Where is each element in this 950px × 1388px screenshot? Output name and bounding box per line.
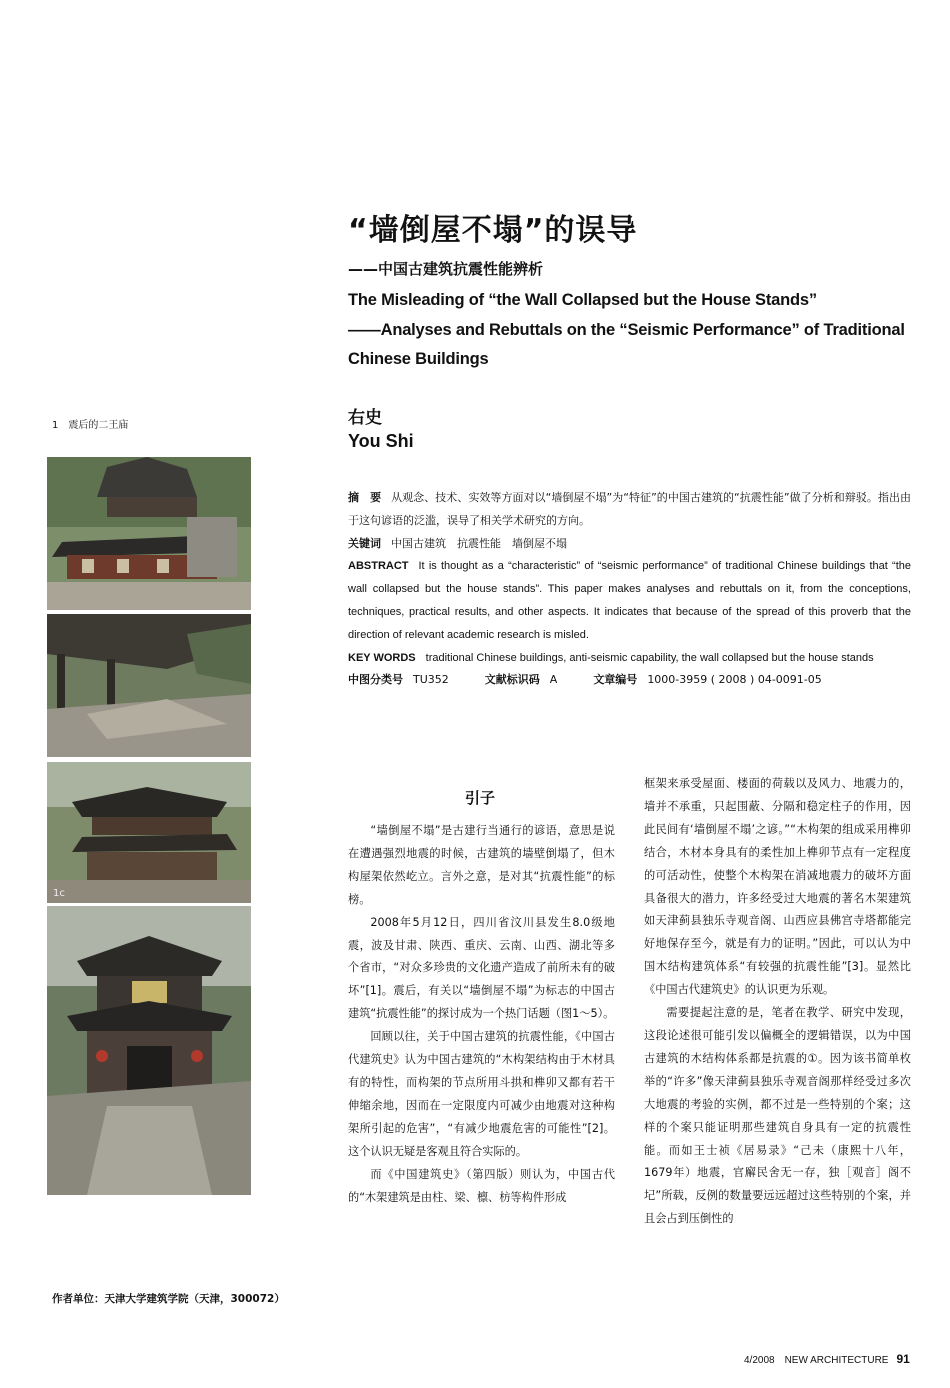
paragraph: 而《中国建筑史》（第四版）则认为，中国古代的“木架建筑是由柱、梁、檩、枋等构件形成 (348, 1167, 615, 1204)
author-name-zh: 右史 (348, 408, 382, 428)
abstract-zh (348, 487, 911, 533)
title-en-line-1: The Misleading of “the Wall Collapsed but the House Stands” (348, 291, 817, 309)
abstract-en (348, 555, 911, 646)
abstract-zh-label: 摘 要 (348, 491, 382, 504)
title-en-line-3: Chinese Buildings (348, 350, 489, 368)
classification-row (348, 669, 911, 692)
keywords-zh-label: 关键词 (348, 536, 381, 550)
doc-code-value: A (549, 673, 558, 687)
photo-temple-gate (47, 906, 251, 1195)
body-column-right (644, 773, 911, 1231)
paragraph: 需要提起注意的是，笔者在教学、研究中发现，这段论述很可能引发以偏概全的逻辑错误，以为中国古建筑的木结构体系都是抗震的①。因为该书简单枚举的“许多”像天津蓟县独乐寺观音阁那样经受过多次大地震的考验的实例，都不过是一些特别的个案；这样的个案只能证明那些建筑自身具有一定的抗震性能。而如王士祯《居易录》“己未（康熙十八年，1679年）地震，官廨民舍无一存，独［观音］阁不圮”所载，反例的数量要远远超过这些特别的个案，并且会占到压倒性的 (644, 1006, 911, 1226)
section-heading: 引子 (465, 789, 496, 807)
clc-value: TU352 (413, 673, 449, 687)
page-number: 91 (896, 1352, 910, 1366)
keywords-zh-text: 中国古建筑 抗震性能 墙倒屋不塌 (391, 536, 567, 550)
author-name-en: You Shi (348, 431, 414, 451)
paragraph: 2008年5月12日，四川省汶川县发生8.0级地震，波及甘肃、陕西、重庆、云南、山西、湖北等多个省市，“对众多珍贵的文化遗产造成了前所未有的破坏”[1]。震后，有关以“墙倒屋不塌”为标志的中国古建筑“抗震性能”的探讨成为一个热门话题（图1～5）。 (348, 915, 615, 1021)
abstract-zh-text: 从观念、技术、实效等方面对以“墙倒屋不塌”为“特征”的中国古建筑的“抗震性能”做了分析和辩驳。指出由于这句谚语的泛滥，误导了相关学术研究的方向。 (348, 491, 911, 527)
photo-label-1c: 1c (53, 888, 65, 899)
title-en-line-2: ——Analyses and Rebuttals on the “Seismic Performance” of Traditional (348, 320, 905, 339)
abstract-en-label: ABSTRACT (348, 560, 409, 573)
article-title-zh: “墙倒屋不塌”的误导 (348, 213, 638, 248)
paragraph: “墙倒屋不塌”是古建行当通行的谚语，意思是说在遭遇强烈地震的时候，古建筑的墙壁倒塌了，但木构屋架依然屹立。言外之意，是对其“抗震性能”的标榜。 (348, 824, 615, 906)
page-footer (744, 1351, 910, 1366)
paragraph: 框架来承受屋面、楼面的荷载以及风力、地震力的，墙并不承重，只起围蔽、分隔和稳定柱子的作用，因此民间有‘墙倒屋不塌’之谚。”“木构架的组成采用榫卯结合，木材本身具有的柔性加上榫卯节点有一定程度的可活动性，使整个木构架在消减地震力的破坏方面具备很大的潜力，许多经受过大地震的著名木架建筑如天津蓟县独乐寺观音阁、山西应县佛宫寺塔都能完好地保存至今，就是有力的证明。”因此，可以认为中国木结构建筑体系“有较强的抗震性能”[3]。显然比《中国古代建筑史》的认识更为乐观。 (644, 777, 911, 997)
article-subtitle-zh: ——中国古建筑抗震性能辨析 (348, 260, 544, 278)
photo-temple-collapse-1 (47, 457, 251, 610)
keywords-zh (348, 533, 911, 556)
clc-label: 中图分类号 (348, 673, 403, 687)
abstract-block (348, 487, 911, 692)
keywords-en-text: traditional Chinese buildings, anti-seismic capability, the wall collapsed but the house stands (425, 651, 874, 664)
body-column-left (348, 820, 615, 1209)
photo-temple-collapse-2 (47, 614, 251, 757)
photo-temple-collapse-3 (47, 762, 251, 903)
paragraph: 回顾以往，关于中国古建筑的抗震性能，《中国古代建筑史》认为中国古建筑的“木构架结构由于木材具有的特性，而构架的节点所用斗拱和榫卯又都有若干伸缩余地，因而在一定限度内可减少由地震对这种构架所引起的危害”，“有减少地震危害的可能性”[2]。这个认识无疑是客观且符合实际的。 (348, 1030, 615, 1158)
article-title-en (348, 286, 918, 375)
doc-code-label: 文献标识码 (484, 673, 540, 687)
author-affiliation: 作者单位：天津大学建筑学院（天津，300072） (52, 1293, 285, 1305)
figure-caption: 1 震后的二王庙 (52, 420, 129, 431)
keywords-en-label: KEY WORDS (348, 651, 416, 664)
footer-issue: 4/2008 NEW ARCHITECTURE (744, 1355, 889, 1366)
keywords-en (348, 647, 911, 670)
article-number-value: 1000-3959 ( 2008 ) 04-0091-05 (647, 673, 822, 687)
abstract-en-text: It is thought as a “characteristic” of “seismic performance” of traditional Chinese buildings that “the wall collapsed but the house stands”. This paper makes analyses and rebuttals on it, from the conceptions, techniques, practical results, and other aspects. It indicates that because of the spread of this proverb that the direction of relevant academic research is misled. (348, 560, 911, 641)
article-number-label: 文章编号 (593, 673, 638, 687)
